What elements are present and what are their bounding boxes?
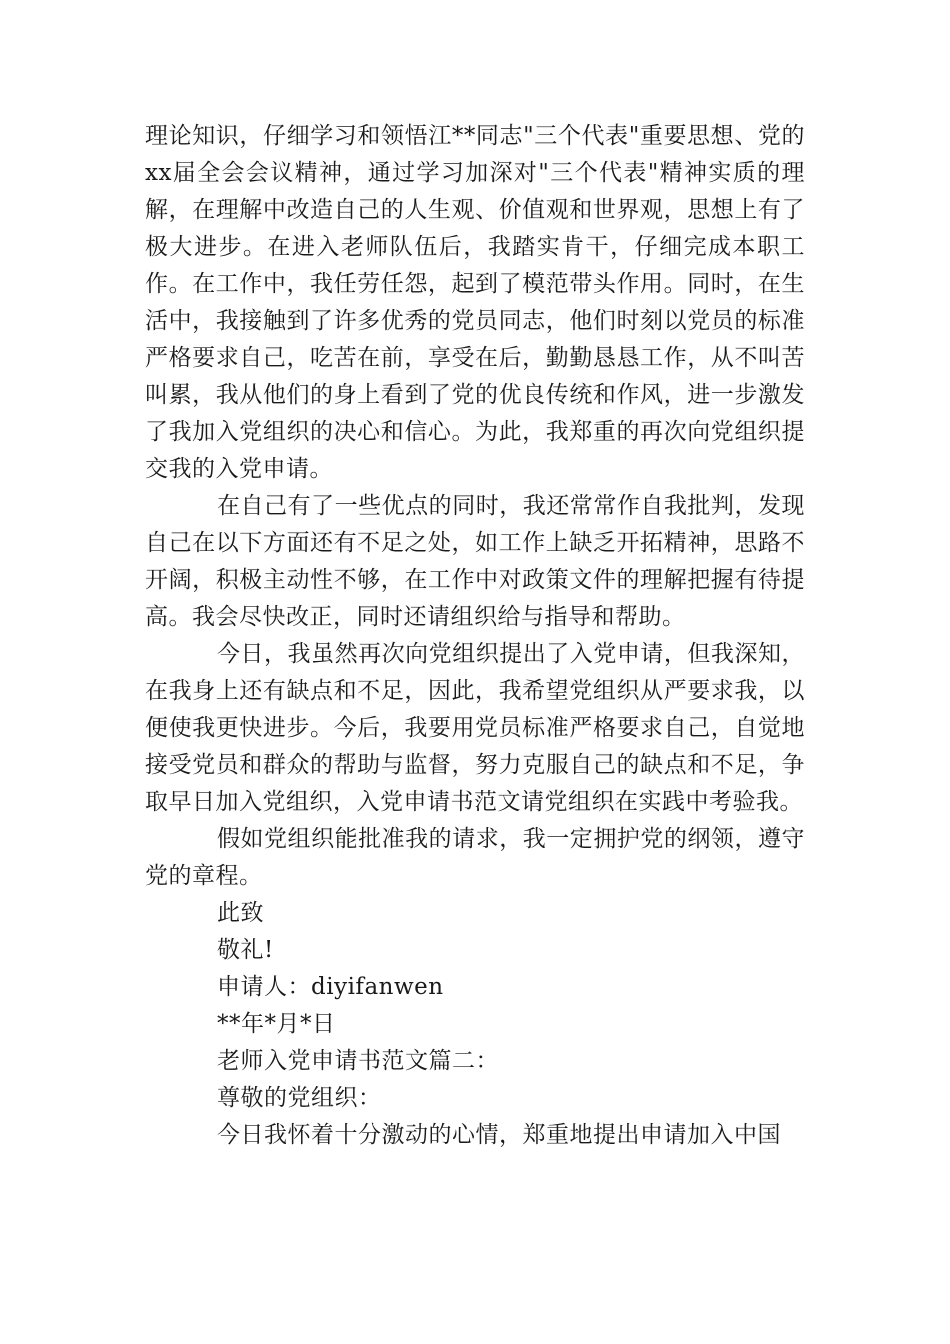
paragraph-pledge: 假如党组织能批准我的请求，我一定拥护党的纲领，遵守党的章程。: [145, 826, 805, 889]
paragraph-commitment: 今日，我虽然再次向党组织提出了入党申请，但我深知，在我身上还有缺点和不足，因此，我希望党组织从严要求我，以便使我更快进步。今后，我要用党员标准严格要求自己，自觉地接受党员和群众的帮助与监督，努力克服自己的缺点和不足，争取早日加入党组织，入党申请书范文请党组织在实践中考验我。: [145, 641, 805, 815]
next-paragraph-start: 今日我怀着十分激动的心情，郑重地提出申请加入中国: [217, 1122, 781, 1148]
paragraph-continued: 理论知识，仔细学习和领悟江**同志"三个代表"重要思想、党的xx届全会会议精神，通过学习加深对"三个代表"精神实质的理解，在理解中改造自己的人生观、价值观和世界观，思想上有了极大进步。在进入老师队伍后，我踏实肯干，仔细完成本职工作。在工作中，我任劳任怨，起到了模范带头作用。同时，在生活中，我接触到了许多优秀的党员同志，他们时刻以党员的标准严格要求自己，吃苦在前，享受在后，勤勤恳恳工作，从不叫苦叫累，我从他们的身上看到了党的优良传统和作风，进一步激发了我加入党组织的决心和信心。为此，我郑重的再次向党组织提交我的入党申请。: [145, 123, 805, 482]
paragraph-shortcomings: 在自己有了一些优点的同时，我还常常作自我批判，发现自己在以下方面还有不足之处，如工作上缺乏开拓精神，思路不开阔，积极主动性不够，在工作中对政策文件的理解把握有待提高。我会尽快改正，同时还请组织给与指导和帮助。: [145, 493, 805, 630]
closing-line: 此致: [217, 900, 264, 926]
next-section-title: 老师入党申请书范文篇二：: [217, 1048, 499, 1074]
applicant-line: 申请人：diyifanwen: [217, 974, 444, 1000]
date-line: **年*月*日: [217, 1011, 336, 1037]
salute-line: 敬礼!: [217, 937, 274, 963]
document-body: [145, 118, 805, 1154]
greeting-line: 尊敬的党组织：: [217, 1085, 382, 1111]
